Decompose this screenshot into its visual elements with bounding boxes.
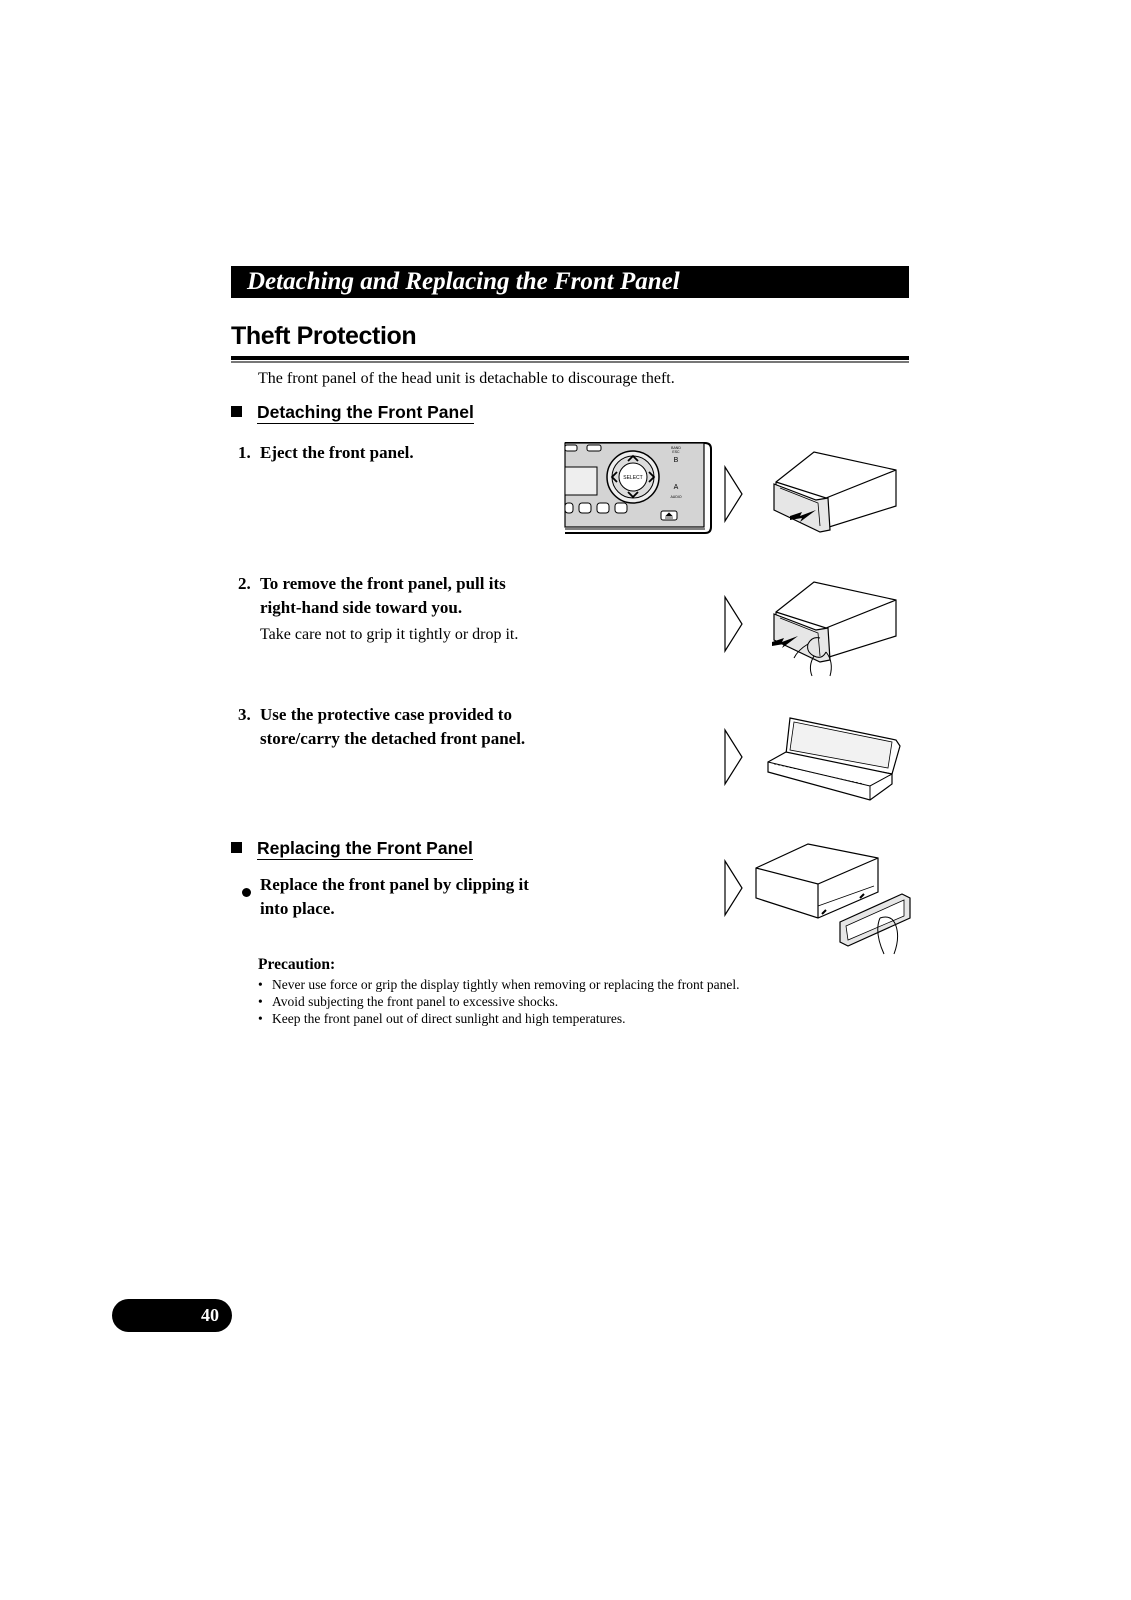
section-title: Theft Protection <box>231 322 417 350</box>
page-number: 40 <box>201 1305 219 1325</box>
step-2-pointer-icon <box>724 596 744 652</box>
bullet-dot-icon <box>242 888 251 897</box>
step-3 <box>238 703 578 751</box>
precaution-item-2-text: Avoid subjecting the front panel to excessive shocks. <box>272 994 559 1009</box>
detaching-heading <box>231 402 474 423</box>
step-3-text-line-1: Use the protective case provided to <box>260 705 512 724</box>
step-1 <box>238 441 558 465</box>
faceplate-illustration <box>565 443 715 539</box>
replacing-heading-label: Replacing the Front Panel <box>257 838 473 858</box>
step-2 <box>238 572 558 620</box>
replacing-text-line-2: into place. <box>260 899 335 918</box>
precaution-item: • Keep the front panel out of direct sunlight and high temperatures. <box>258 1011 626 1026</box>
detaching-heading-label: Detaching the Front Panel <box>257 402 474 422</box>
unit-pull-illustration <box>768 578 903 688</box>
intro-text: The front panel of the head unit is detachable to discourage theft. <box>258 370 675 387</box>
replacing-bullet <box>242 873 582 921</box>
title-banner <box>231 266 909 298</box>
b-label: B <box>673 457 679 464</box>
step-3-pointer-icon <box>724 729 744 785</box>
page-title: Detaching and Replacing the Front Panel <box>247 268 680 295</box>
section-rule-shadow <box>231 361 909 363</box>
step-3-text-line-2: store/carry the detached front panel. <box>260 729 526 748</box>
step-2-text-line-2: right-hand side toward you. <box>260 598 463 617</box>
filled-square-icon <box>231 842 242 853</box>
band-label: BAND <box>671 446 681 450</box>
protective-case-illustration <box>760 712 910 808</box>
precaution-item-3-text: Keep the front panel out of direct sunlight and high temperatures. <box>272 1011 626 1026</box>
step-2-note: Take care not to grip it tightly or drop it. <box>260 626 519 643</box>
section-rule <box>231 356 909 360</box>
precaution-item: • Avoid subjecting the front panel to excessive shocks. <box>258 994 559 1009</box>
replace-pointer-icon <box>724 860 744 916</box>
replace-panel-illustration <box>752 842 912 957</box>
step-1-number: 1. <box>238 443 251 462</box>
unit-eject-illustration <box>768 448 903 538</box>
precaution-item-1-text: Never use force or grip the display tightly when removing or replacing the front panel. <box>272 977 740 992</box>
precaution-heading: Precaution: <box>258 956 336 973</box>
esc-label: ESC <box>672 450 680 454</box>
step-3-number: 3. <box>238 705 251 724</box>
step-2-number: 2. <box>238 574 251 593</box>
select-label: SELECT <box>623 475 643 481</box>
filled-square-icon <box>231 406 242 417</box>
a-label: A <box>673 484 679 491</box>
audio-label: AUDIO <box>670 495 682 499</box>
step-1-text: Eject the front panel. <box>260 443 414 462</box>
replacing-text-line-1: Replace the front panel by clipping it <box>260 875 529 894</box>
page-number-badge <box>112 1299 232 1332</box>
precaution-item: • Never use force or grip the display tightly when removing or replacing the front panel. <box>258 977 740 992</box>
step-2-text-line-1: To remove the front panel, pull its <box>260 574 506 593</box>
replacing-heading <box>231 838 473 859</box>
step-1-pointer-icon <box>724 466 744 522</box>
